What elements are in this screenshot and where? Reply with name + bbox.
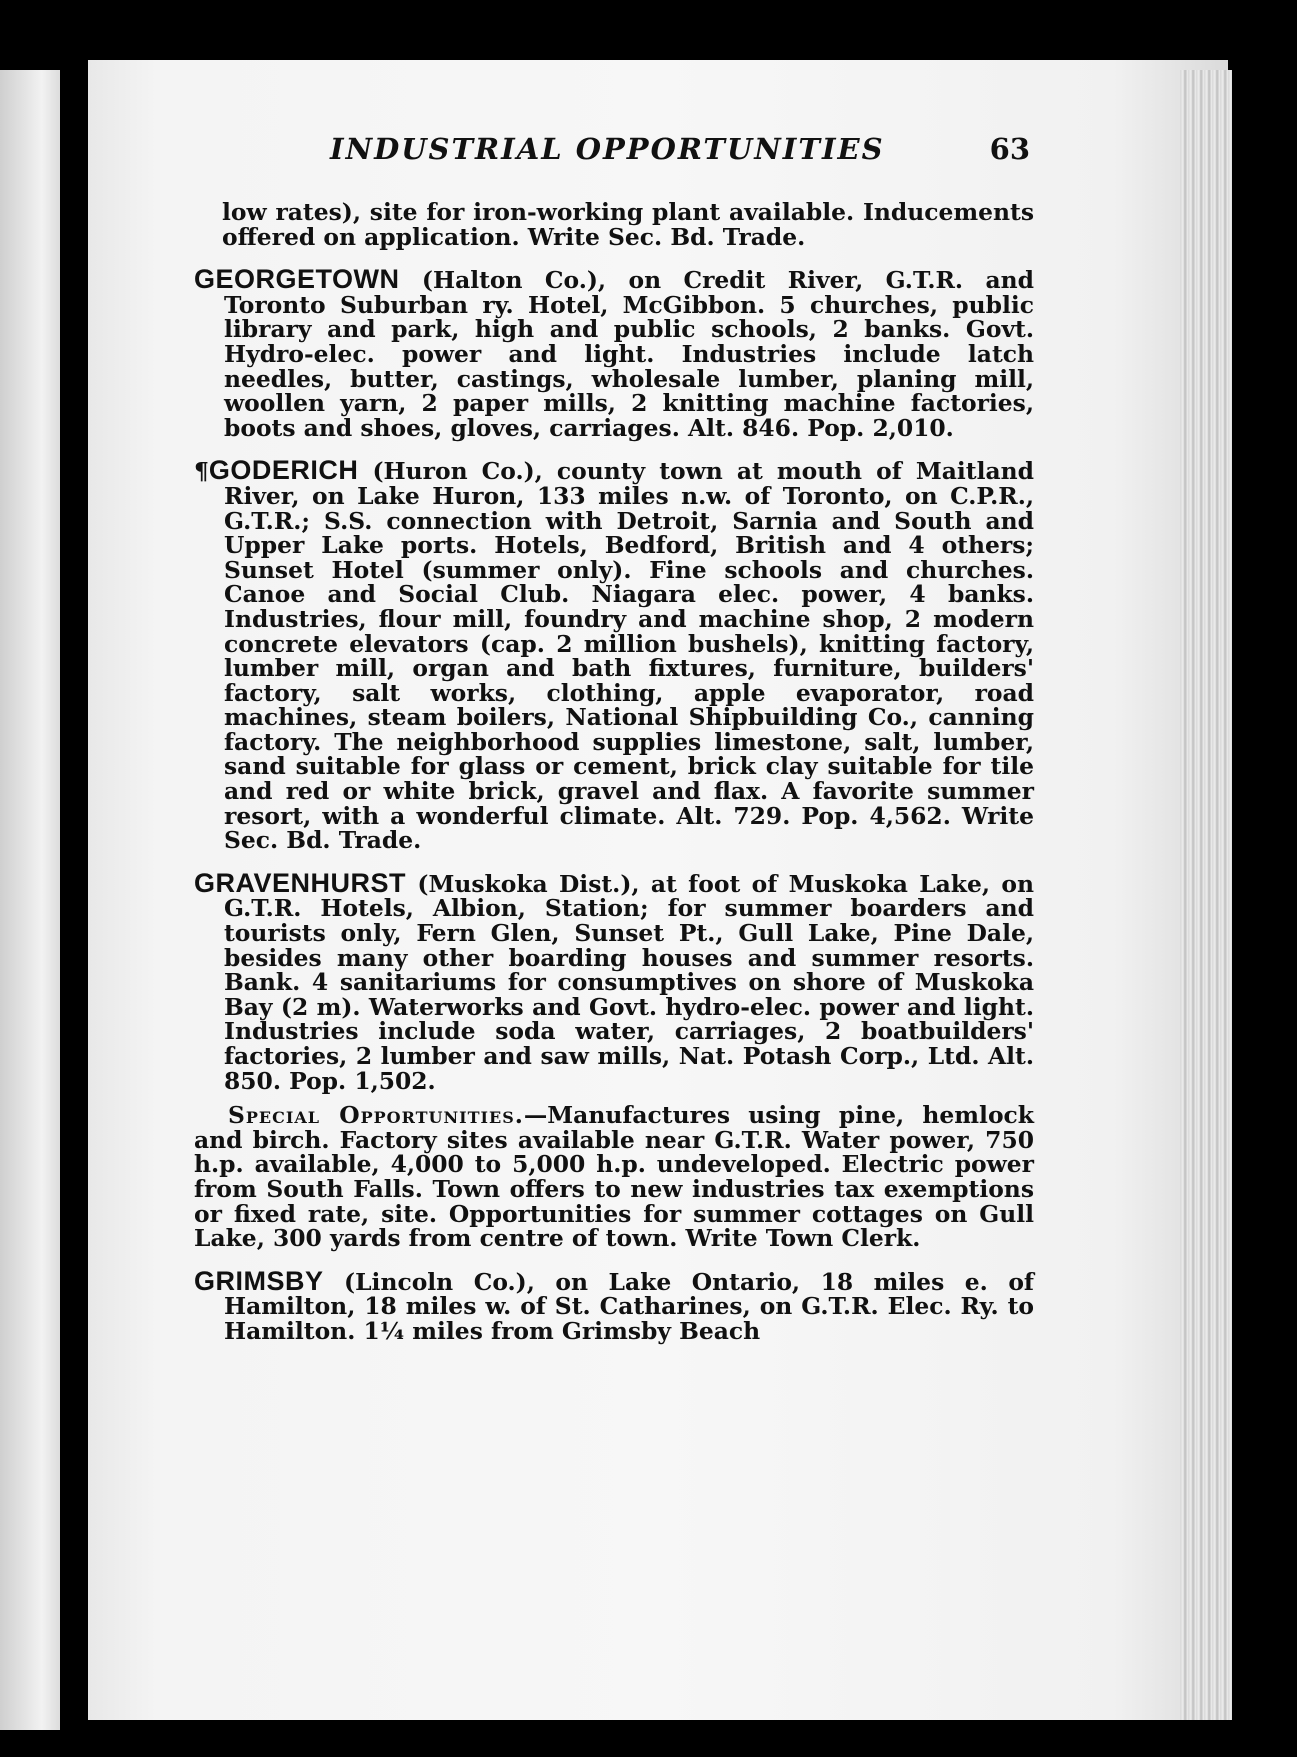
special-text: —Manufactures using pine, hemlock and birch. Factory sites available near G.T.R. Water power, 750 h.p. available, 4,000 to 5,000 h.p. undeveloped. Electric power from South Falls. Town offers to new industries tax exemptions or fixed rate, site. Opportunities for summer cottages on Gull Lake, 300 yards from centre of town. Write Town Clerk. (194, 1101, 1034, 1253)
running-title: INDUSTRIAL OPPORTUNITIES (330, 132, 885, 166)
entry-georgetown (188, 264, 1034, 442)
entry-text: (Lincoln Co.), on Lake Ontario, 18 miles e. of Hamilton, 18 miles w. of St. Catharines, on G.T.R. Elec. Ry. to Hamilton. 1¼ miles from Grimsby Beach (224, 1267, 1034, 1345)
adjacent-page-edge (0, 70, 60, 1730)
page-body (188, 200, 1034, 1344)
entry-title: GRAVENHURST (194, 867, 407, 898)
pilcrow-marker: ¶ (194, 457, 209, 486)
entry-text: (Halton Co.), on Credit River, G.T.R. and Toronto Suburban ry. Hotel, McGibbon. 5 churches, public library and park, high and public schools, 2 banks. Govt. Hydro-elec. power and light. Industries include latch needles, butter, castings, wholesale lumber, planing mill, woollen yarn, 2 paper mills, 2 knitting machine factories, boots and shoes, gloves, carriages. Alt. 846. Pop. 2,010. (224, 266, 1034, 442)
entry-grimsby (188, 1265, 1034, 1345)
entry-title: GODERICH (208, 455, 359, 486)
entry-title: GRIMSBY (194, 1265, 324, 1296)
page-number: 63 (989, 132, 1030, 166)
entry-text: (Muskoka Dist.), at foot of Muskoka Lake, on G.T.R. Hotels, Albion, Station; for summer boarders and tourists only, Fern Glen, Sunset Pt., Gull Lake, Pine Dale, besides many other boarding houses and summer resorts. Bank. 4 sanitariums for consumptives on shore of Muskoka Bay (2 m). Waterworks and Govt. hydro-elec. power and light. Industries include soda water, carriages, 2 boatbuilders' factories, 2 lumber and saw mills, Nat. Potash Corp., Ltd. Alt. 850. Pop. 1,502. (224, 869, 1034, 1095)
special-label: Special Opportunities. (228, 1101, 524, 1130)
continued-paragraph: low rates), site for iron-working plant available. Inducements offered on application. Write Sec. Bd. Trade. (222, 198, 1034, 251)
entry-gravenhurst (188, 867, 1034, 1095)
entry-text: (Huron Co.), county town at mouth of Maitland River, on Lake Huron, 133 miles n.w. of Toronto, on C.P.R., G.T.R.; S.S. connection with Detroit, Sarnia and South and Upper Lake ports. Hotels, Bedford, British and 4 others; Sunset Hotel (summer only). Fine schools and churches. Canoe and Social Club. Niagara elec. power, 4 banks. Industries, flour mill, foundry and machine shop, 2 modern concrete elevators (cap. 2 million bushels), knitting factory, lumber mill, organ and bath fixtures, furniture, builders' factory, salt works, clothing, apple evaporator, road machines, steam boilers, National Shipbuilding Co., canning factory. The neighborhood supplies limestone, salt, lumber, sand suitable for glass or cement, brick clay suitable for tile and red or white brick, gravel and flax. A favorite summer resort, with a wonderful climate. Alt. 729. Pop. 4,562. Write Sec. Bd. Trade. (224, 457, 1034, 855)
entry-goderich (188, 455, 1034, 855)
page-stack-edge (1180, 70, 1232, 1720)
special-opportunities (188, 1103, 1034, 1251)
entry-title: GEORGETOWN (194, 264, 400, 295)
running-header (330, 132, 1030, 172)
